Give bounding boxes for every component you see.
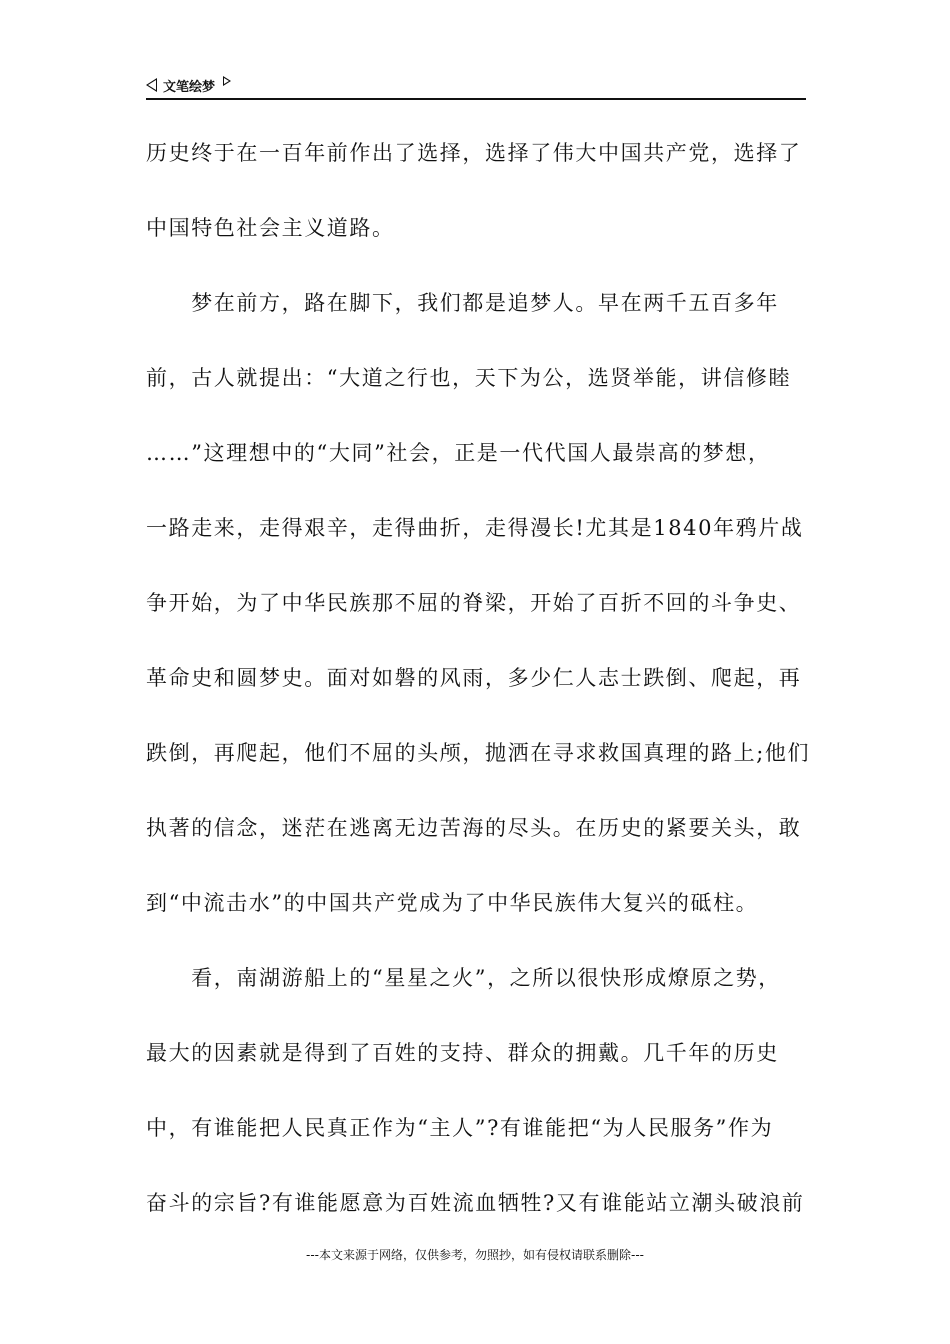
text-line: 最大的因素就是得到了百姓的支持、群众的拥戴。几千年的历史 xyxy=(146,1041,779,1065)
header-rule xyxy=(146,98,806,100)
text-line: 看，南湖游船上的“星星之火”，之所以很快形成燎原之势， xyxy=(146,966,781,990)
triangle-right-icon xyxy=(223,76,231,86)
text-line: 到“中流击水”的中国共产党成为了中华民族伟大复兴的砥柱。 xyxy=(146,891,759,915)
text-line: 前，古人就提出：“大道之行也，天下为公，选贤举能，讲信修睦 xyxy=(146,366,792,390)
text-line: 中，有谁能把人民真正作为“主人”?有谁能把“为人民服务”作为 xyxy=(146,1116,774,1140)
text-line: ……”这理想中的“大同”社会，正是一代代国人最崇高的梦想， xyxy=(146,441,771,465)
triangle-left-icon xyxy=(146,78,157,92)
page-header xyxy=(146,72,806,98)
text-line: 历史终于在一百年前作出了选择，选择了伟大中国共产党，选择了 xyxy=(146,141,802,165)
page-footer: ---本文来源于网络，仅供参考，勿照抄，如有侵权请联系删除--- xyxy=(306,1248,644,1262)
header-title: 文笔绘梦 xyxy=(163,79,216,95)
text-line: 梦在前方，路在脚下，我们都是追梦人。早在两千五百多年 xyxy=(146,291,779,315)
text-line: 执著的信念，迷茫在逃离无边苦海的尽头。在历史的紧要关头，敢 xyxy=(146,816,802,840)
text-line: 争开始，为了中华民族那不屈的脊梁，开始了百折不回的斗争史、 xyxy=(146,591,802,615)
text-line: 奋斗的宗旨?有谁能愿意为百姓流血牺牲?又有谁能站立潮头破浪前 xyxy=(146,1191,805,1215)
text-line: 跌倒，再爬起，他们不屈的头颅，抛洒在寻求救国真理的路上;他们 xyxy=(146,741,811,765)
text-line: 一路走来，走得艰辛，走得曲折，走得漫长!尤其是1840年鸦片战 xyxy=(146,516,804,540)
text-line: 中国特色社会主义道路。 xyxy=(146,216,395,240)
text-line: 革命史和圆梦史。面对如磐的风雨，多少仁人志士跌倒、爬起，再 xyxy=(146,666,802,690)
